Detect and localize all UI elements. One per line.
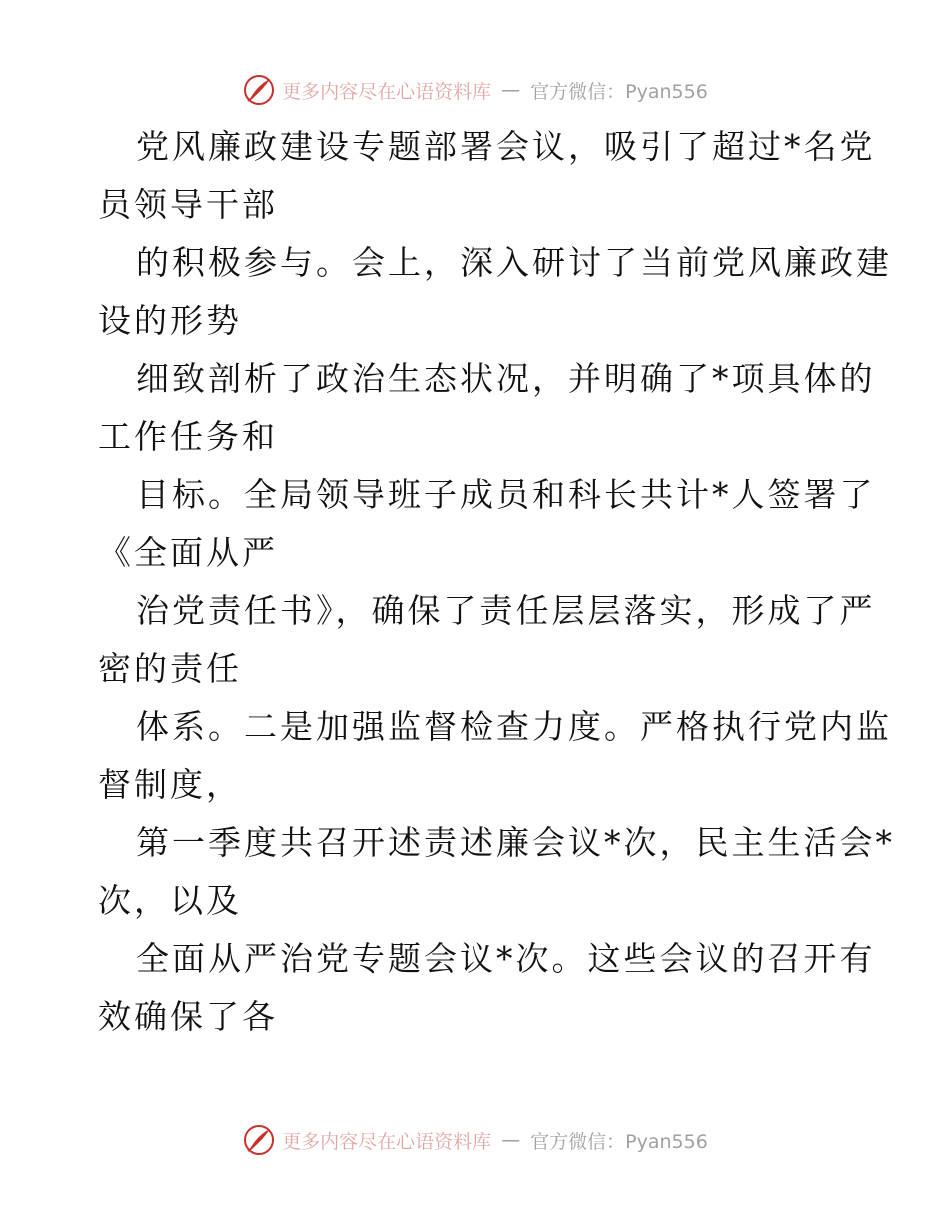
document-body <box>98 118 895 1046</box>
text-line: 第一季度共召开述责述廉会议*次，民主生活会* <box>136 823 895 862</box>
footer-watermark <box>0 1120 950 1160</box>
watermark-separator: — <box>501 1129 521 1151</box>
text-line: 的积极参与。会上，深入研讨了当前党风廉政建 <box>136 243 892 282</box>
text-line: 细致剖析了政治生态状况，并明确了*项具体的 <box>136 359 876 398</box>
quill-seal-icon <box>242 73 276 107</box>
watermark-secondary-text: 官方微信：Pyan556 <box>530 80 708 103</box>
text-line: 次，以及 <box>98 881 242 920</box>
text-line: 治党责任书》，确保了责任层层落实，形成了严 <box>136 591 876 630</box>
text-line: 员领导干部 <box>98 185 278 224</box>
watermark-separator: — <box>501 79 521 101</box>
text-line: 督制度， <box>98 765 242 804</box>
text-line: 《全面从严 <box>98 533 278 572</box>
watermark-main-text: 更多内容尽在心语资料库 <box>282 80 492 103</box>
watermark-secondary-text: 官方微信：Pyan556 <box>530 1130 708 1153</box>
text-line: 效确保了各 <box>98 997 278 1036</box>
text-line: 全面从严治党专题会议*次。这些会议的召开有 <box>136 939 876 978</box>
text-line: 党风廉政建设专题部署会议，吸引了超过*名党 <box>136 127 876 166</box>
header-watermark <box>0 70 950 110</box>
text-line: 体系。二是加强监督检查力度。严格执行党内监 <box>136 707 892 746</box>
text-line: 目标。全局领导班子成员和科长共计*人签署了 <box>136 475 876 514</box>
text-line: 工作任务和 <box>98 417 278 456</box>
text-line: 设的形势 <box>98 301 242 340</box>
quill-seal-icon <box>242 1123 276 1157</box>
text-line: 密的责任 <box>98 649 242 688</box>
watermark-main-text: 更多内容尽在心语资料库 <box>282 1130 492 1153</box>
